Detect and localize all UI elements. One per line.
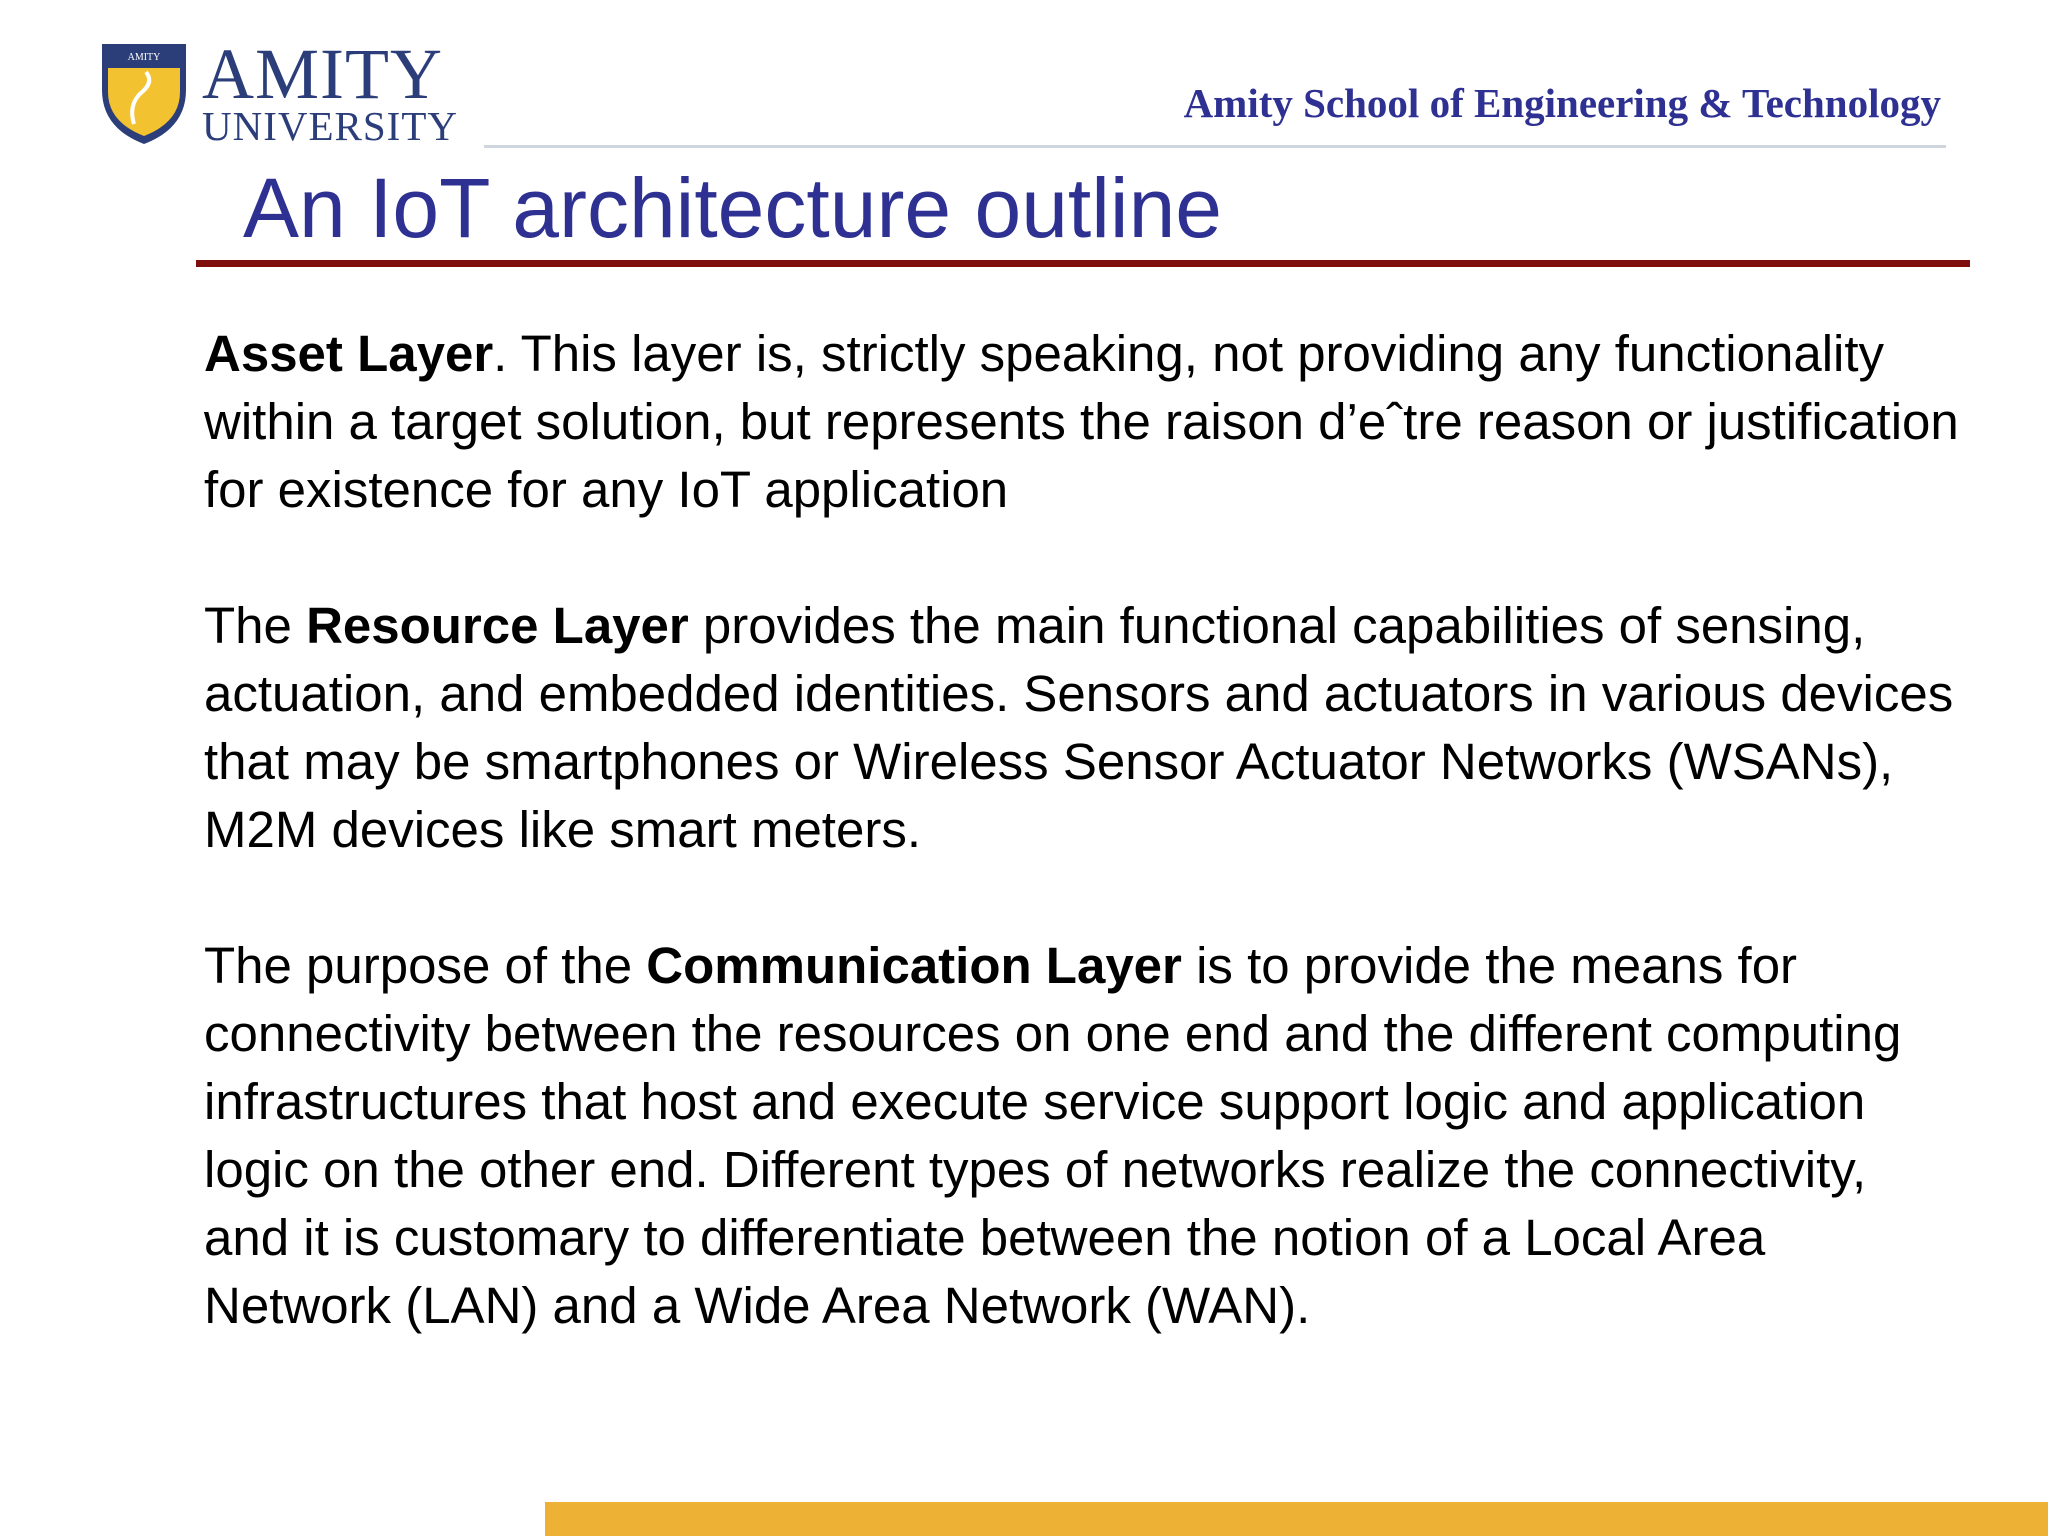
term-communication-layer: Communication Layer xyxy=(646,937,1182,994)
paragraph-communication-layer: The purpose of the Communication Layer is to provide the means for connectivity between the resources on one end and the different computing infrastructures that host and execute service support logic and application logic on the other end. Different types of networks realize the connectivity, and it is customary to differentiate between the notion of a Local Area Network (LAN) and a Wide Area Network (WAN). xyxy=(204,937,1902,1334)
header-divider xyxy=(484,145,1946,148)
amity-logo xyxy=(98,34,458,149)
slide-body xyxy=(204,320,1964,1408)
paragraph-resource-layer: The Resource Layer provides the main functional capabilities of sensing, actuation, and embedded identities. Sensors and actuators in various devices that may be smartphones or Wireless Sensor Actuator Networks (WSANs), M2M devices like smart meters. xyxy=(204,597,1954,858)
term-resource-layer: Resource Layer xyxy=(306,597,689,654)
logo-name: AMITY xyxy=(202,34,443,114)
school-name: Amity School of Engineering & Technology xyxy=(1183,80,1941,126)
logo-subtitle: UNIVERSITY xyxy=(202,103,458,149)
title-underline xyxy=(196,260,1970,267)
paragraph-asset-layer: Asset Layer. This layer is, strictly speaking, not providing any functionality within a target solution, but represents the raison d’eˆtre reason or justification for existence for any IoT application xyxy=(204,325,1959,518)
slide-title: An IoT architecture outline xyxy=(243,161,1223,255)
shield-text: AMITY xyxy=(127,52,161,63)
term-asset-layer: Asset Layer xyxy=(204,325,494,382)
shield-icon xyxy=(98,38,190,146)
footer-bar xyxy=(545,1502,2048,1536)
